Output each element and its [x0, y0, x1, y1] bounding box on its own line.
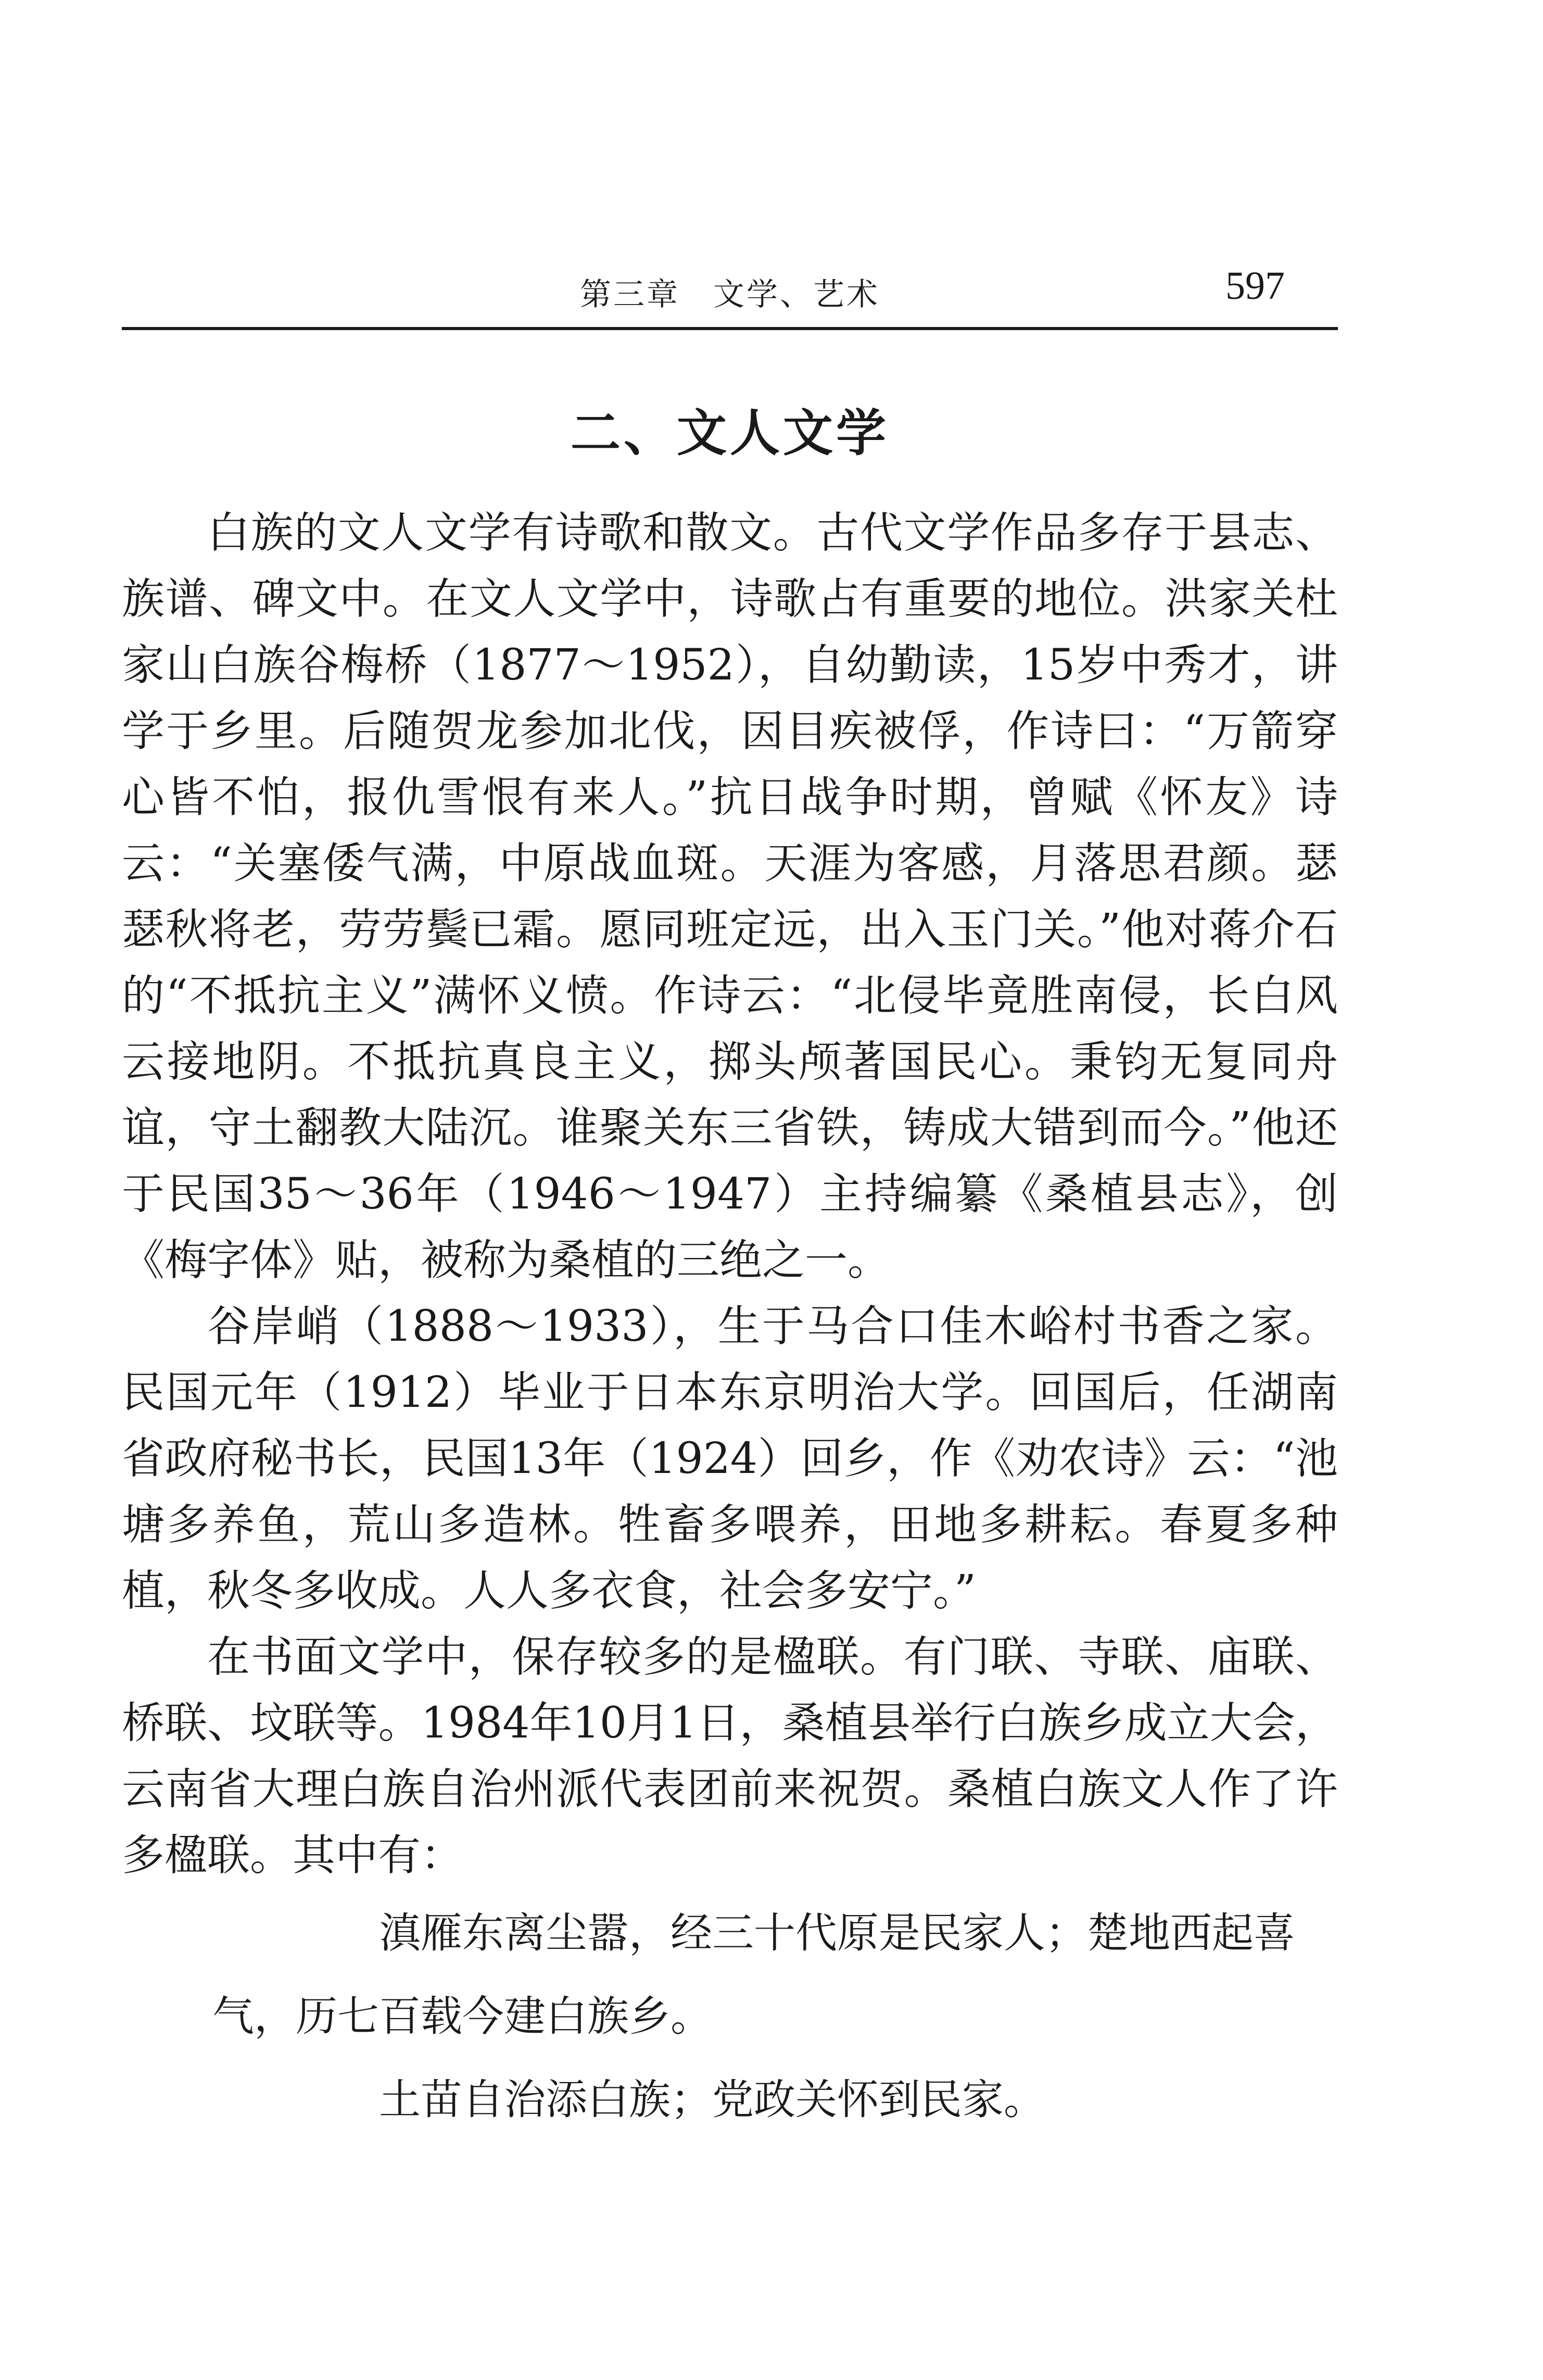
chapter-title: 第三章 文学、艺术: [580, 276, 880, 313]
couplet-item: 滇雁东离尘嚣，经三十代原是民家人；楚地西起喜气，历七百载今建白族乡。: [212, 1909, 1295, 2041]
body-text: [122, 500, 1338, 2142]
page-number: 597: [1225, 264, 1285, 308]
paragraph-couplets-intro: 在书面文学中，保存较多的是楹联。有门联、寺联、庙联、桥联、坟联等。1984年10月1日，桑植县举行白族乡成立大会，云南省大理白族自治州派代表团前来祝贺。桑植白族文人作了许多楹联。其中有：: [122, 1632, 1338, 1880]
section-heading: 二、文人文学: [571, 404, 889, 462]
running-head: [122, 260, 1338, 318]
couplet-item: 土苗自治添白族；党政关怀到民家。: [379, 2075, 1045, 2124]
paragraph-gu-anqiao: 谷岸峭（1888～1933），生于马合口佳木峪村书香之家。民国元年（1912）毕业于日本东京明治大学。回国后，任湖南省政府秘书长，民国13年（1924）回乡，作《劝农诗》云：“池塘多养鱼，荒山多造林。牲畜多喂养，田地多耕耘。春夏多种植，秋冬多收成。人人多衣食，社会多安宁。”: [122, 1302, 1338, 1616]
couplet-list: [122, 1892, 1338, 2142]
header-rule: [122, 327, 1338, 330]
paragraph-literati-poetry: 白族的文人文学有诗歌和散文。古代文学作品多存于县志、族谱、碑文中。在文人文学中，诗歌占有重要的地位。洪家关杜家山白族谷梅桥（1877～1952），自幼勤读，15岁中秀才，讲学于乡里。后随贺龙参加北伐，因目疾被俘，作诗曰：“万箭穿心皆不怕，报仇雪恨有来人。”抗日战争时期，曾赋《怀友》诗云：“关塞倭气满，中原战血斑。天涯为客感，月落思君颜。瑟瑟秋将老，劳劳鬓已霜。愿同班定远，出入玉门关。”他对蒋介石的“不抵抗主义”满怀义愤。作诗云：“北侵毕竟胜南侵，长白风云接地阴。不抵抗真良主义，掷头颅著国民心。秉钧无复同舟谊，守土翻教大陆沉。谁聚关东三省铁，铸成大错到而今。”他还于民国35～36年（1946～1947）主持编纂《桑植县志》，创《梅字体》贴，被称为桑植的三绝之一。: [122, 508, 1338, 1285]
